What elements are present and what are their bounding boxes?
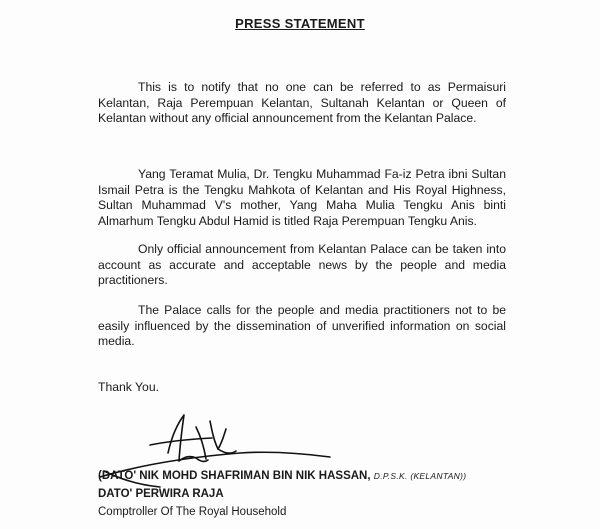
signatory-name-line — [98, 470, 466, 482]
signatory-honorific: DATO' PERWIRA RAJA — [98, 488, 224, 500]
closing-text: Thank You. — [98, 380, 159, 394]
page-title: PRESS STATEMENT — [235, 16, 365, 31]
signatory-position: Comptroller Of The Royal Household — [98, 506, 287, 518]
signatory-postnominal: D.P.S.K. (KELANTAN)) — [373, 471, 467, 481]
signatory-name: (DATO' NIK MOHD SHAFRIMAN BIN NIK HASSAN, — [98, 470, 371, 482]
paragraph-official-announcement: Only official announcement from Kelantan Palace can be taken into account as accurate and acceptable news by the people and media practitioners. — [98, 242, 506, 288]
paragraph-palace-call: The Palace calls for the people and media practitioners not to be easily influenced by the dissemination of unverified information on social media. — [98, 303, 506, 349]
paragraph-notification: This is to notify that no one can be referred to as Permaisuri Kelantan, Raja Perempuan Kelantan, Sultanah Kelantan or Queen of Kelantan without any official announcement from the Kelantan Palace. — [98, 80, 506, 126]
paragraph-royal-titles: Yang Teramat Mulia, Dr. Tengku Muhammad Fa-iz Petra ibni Sultan Ismail Petra is the Tengku Mahkota of Kelantan and His Royal Highness, Sultan Muhammad V's mother, Yang Maha Mulia Tengku Anis binti Almarhum Tengku Abdul Hamid is titled Raja Perempuan Tengku Anis. — [98, 167, 506, 228]
